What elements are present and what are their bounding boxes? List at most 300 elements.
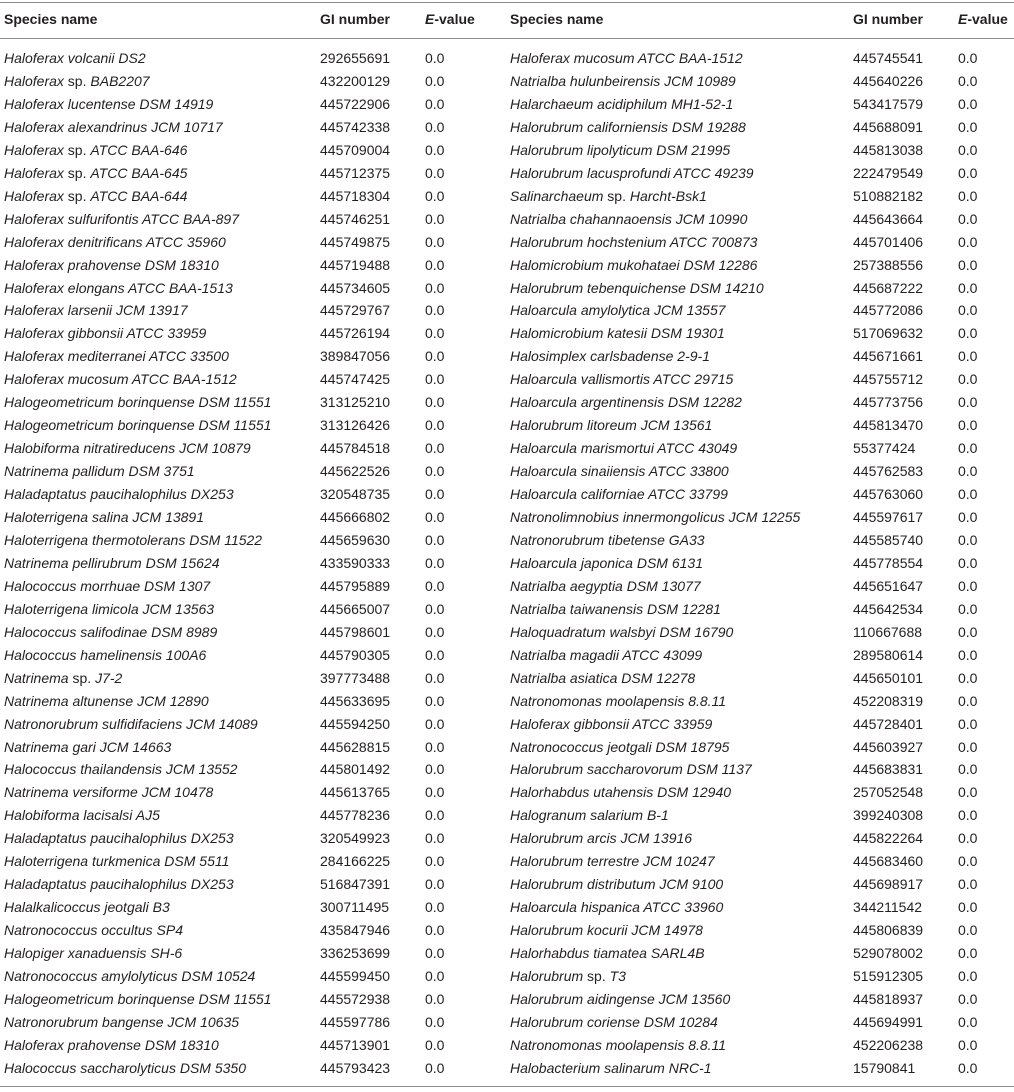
gi-number-cell: 445683460 [853,853,924,869]
gi-number-cell: 445659630 [320,532,391,548]
species-name-cell [510,96,733,113]
gi-number-cell: 452208319 [853,693,924,709]
gi-number-cell: 445822264 [853,830,924,846]
gi-number-cell: 445665007 [320,601,391,617]
species-name-cell [4,876,234,893]
gi-number-cell: 445688091 [853,119,924,135]
gi-number-cell: 445694991 [853,1014,924,1030]
evalue-cell: 0.0 [958,532,978,548]
species-name-cell [510,348,710,365]
evalue-cell: 0.0 [425,142,445,158]
species-name-cell [510,830,692,847]
species-name-part: Natronorubrum bangense JCM 10635 [4,1014,240,1030]
species-name-part: Haloferax larsenii JCM 13917 [4,302,188,318]
evalue-cell: 0.0 [425,463,445,479]
gi-number-cell: 300711495 [320,899,390,915]
header-species-name-left: Species name [4,11,98,27]
species-name-part: J7-2 [95,670,123,686]
species-name-part: Haloferax gibbonsii ATCC 33959 [510,716,713,732]
species-name-part: sp. [583,968,610,984]
species-name-part: Halorubrum litoreum JCM 13561 [510,417,713,433]
species-name-cell [510,807,669,824]
species-name-part: Halorubrum aidingense JCM 13560 [510,991,731,1007]
species-name-part: Halorubrum coriense DSM 10284 [510,1014,718,1030]
gi-number-cell: 445729767 [320,302,391,318]
species-name-part: Natronococcus amylolyticus DSM 10524 [4,968,256,984]
species-name-cell [510,968,626,985]
evalue-cell: 0.0 [425,945,445,961]
species-name-part: Halobacterium salinarum NRC-1 [510,1060,712,1076]
species-name-cell [510,142,730,159]
gi-number-cell: 445650101 [853,670,924,686]
species-name-part: Natronococcus occultus SP4 [4,922,183,938]
gi-number-cell: 110667688 [853,624,923,640]
evalue-cell: 0.0 [425,302,445,318]
species-name-cell [510,991,730,1008]
header-evalue-left: E-value [425,11,475,27]
species-name-cell [510,1037,726,1054]
gi-number-cell: 445713901 [320,1037,391,1053]
species-name-cell [4,280,233,297]
species-name-cell [4,899,170,916]
gi-number-cell: 257052548 [853,784,924,800]
species-name-cell [510,647,702,664]
evalue-cell: 0.0 [958,1037,978,1053]
gi-number-cell: 292655691 [320,50,391,66]
species-name-part: Halomicrobium katesii DSM 19301 [510,325,725,341]
evalue-cell: 0.0 [425,440,445,456]
header-species-name-right: Species name [510,11,604,27]
species-name-part: sp. [63,73,91,89]
evalue-cell: 0.0 [958,716,978,732]
species-name-cell [4,716,258,733]
species-name-part: Natronococcus jeotgali DSM 18795 [510,739,730,755]
gi-number-cell: 452206238 [853,1037,924,1053]
evalue-cell: 0.0 [958,853,978,869]
species-name-cell [4,1014,239,1031]
species-name-cell [510,624,733,641]
species-name-part: Haladaptatus paucihalophilus DX253 [4,830,234,846]
species-name-cell [4,830,234,847]
evalue-cell: 0.0 [425,73,445,89]
species-name-part: Haloferax prahovense DSM 18310 [4,1037,219,1053]
evalue-cell: 0.0 [425,417,445,433]
evalue-cell: 0.0 [958,119,978,135]
species-name-part: Natrinema pellirubrum DSM 15624 [4,555,220,571]
species-name-part: Halococcus hamelinensis 100A6 [4,647,207,663]
evalue-cell: 0.0 [958,555,978,571]
species-name-cell [4,1037,219,1054]
species-name-cell [4,440,251,457]
evalue-cell: 0.0 [958,188,978,204]
species-name-part: Halorubrum distributum JCM 9100 [510,876,724,892]
evalue-cell: 0.0 [958,624,978,640]
species-name-part: Haloterrigena thermotolerans DSM 11522 [4,532,263,548]
species-name-part: Halogeometricum borinquense DSM 11551 [4,394,272,410]
evalue-cell: 0.0 [425,761,445,777]
species-name-cell [510,440,737,457]
gi-number-cell: 445742338 [320,119,391,135]
species-name-cell [4,142,187,159]
evalue-cell: 0.0 [425,325,445,341]
species-name-part: Haloarcula sinaiiensis ATCC 33800 [510,463,729,479]
evalue-cell: 0.0 [425,50,445,66]
evalue-cell: 0.0 [425,188,445,204]
species-name-part: Haloarcula argentinensis DSM 12282 [510,394,742,410]
gi-number-cell: 55377424 [853,440,916,456]
gi-number-cell: 399240308 [853,807,924,823]
species-name-cell [4,119,223,136]
evalue-cell: 0.0 [958,302,978,318]
species-name-part: Haloferax prahovense DSM 18310 [4,257,219,273]
species-name-part: Halobiforma nitratireducens JCM 10879 [4,440,251,456]
species-name-part: Haloferax volcanii DS2 [4,50,146,66]
gi-number-cell: 445594250 [320,716,391,732]
species-name-cell [510,325,725,342]
species-name-part: Halogeometricum borinquense DSM 11551 [4,991,272,1007]
species-name-part: Haloferax gibbonsii ATCC 33959 [4,325,207,341]
species-name-cell [510,463,729,480]
species-name-part: Haloferax elongans ATCC BAA-1513 [4,280,233,296]
gi-number-cell: 344211542 [853,899,923,915]
evalue-cell: 0.0 [958,807,978,823]
evalue-cell: 0.0 [425,693,445,709]
gi-number-cell: 516847391 [320,876,391,892]
species-name-cell [4,807,160,824]
evalue-cell: 0.0 [958,371,978,387]
gi-number-cell: 445755712 [853,371,924,387]
species-name-part: Haloferax [4,73,64,89]
species-name-part: Natronomonas moolapensis 8.8.11 [510,1037,727,1053]
evalue-cell: 0.0 [958,922,978,938]
species-name-cell [510,73,736,90]
species-name-cell [4,371,237,388]
evalue-cell: 0.0 [958,440,978,456]
species-name-cell [510,761,752,778]
species-name-part: T3 [609,968,626,984]
gi-number-cell: 445793423 [320,1060,391,1076]
species-name-part: Halococcus saccharolyticus DSM 5350 [4,1060,246,1076]
evalue-cell: 0.0 [958,211,978,227]
species-name-cell [4,325,206,342]
evalue-cell: 0.0 [958,784,978,800]
gi-number-cell: 432200129 [320,73,391,89]
species-name-cell [4,853,229,870]
species-name-part: Natrinema [4,670,69,686]
species-name-cell [510,211,747,228]
species-name-part: Natronolimnobius innermongolicus JCM 12255 [510,509,801,525]
species-name-part: Natrinema versiforme JCM 10478 [4,784,214,800]
gi-number-cell: 529078002 [853,945,924,961]
gi-number-cell: 445599450 [320,968,391,984]
gi-number-cell: 445778554 [853,555,924,571]
species-name-part: Haloarcula hispanica ATCC 33960 [510,899,724,915]
species-name-cell [4,968,255,985]
species-name-part: Natronorubrum tibetense GA33 [510,532,705,548]
gi-number-cell: 15790841 [853,1060,916,1076]
species-name-part: Natrinema pallidum DSM 3751 [4,463,195,479]
species-name-part: Halorubrum [510,968,584,984]
gi-number-cell: 445801492 [320,761,391,777]
species-name-cell [4,670,122,687]
evalue-cell: 0.0 [958,96,978,112]
species-name-part: Natronomonas moolapensis 8.8.11 [510,693,727,709]
species-name-part: BAB2207 [90,73,150,89]
species-name-cell [510,394,742,411]
species-name-part: Haloferax lucentense DSM 14919 [4,96,214,112]
species-name-part: Haloquadratum walsbyi DSM 16790 [510,624,734,640]
evalue-cell: 0.0 [958,739,978,755]
evalue-cell: 0.0 [958,417,978,433]
evalue-cell: 0.0 [958,463,978,479]
evalue-cell: 0.0 [958,647,978,663]
species-name-cell [510,1014,718,1031]
evalue-cell: 0.0 [958,968,978,984]
species-name-part: Haloterrigena salina JCM 13891 [4,509,204,525]
species-name-part: Halococcus salifodinae DSM 8989 [4,624,218,640]
species-name-cell [4,509,204,526]
evalue-cell: 0.0 [425,670,445,686]
species-name-part: Natrialba taiwanensis DSM 12281 [510,601,721,617]
species-name-part: Haloferax sulfurifontis ATCC BAA-897 [4,211,239,227]
gi-number-cell: 445683831 [853,761,924,777]
species-name-cell [510,234,757,251]
species-name-part: Halococcus morrhuae DSM 1307 [4,578,211,594]
evalue-cell: 0.0 [958,394,978,410]
gi-number-cell: 445719488 [320,257,391,273]
species-name-cell [510,945,705,962]
species-name-part: Haloterrigena limicola JCM 13563 [4,601,215,617]
species-name-part: Haloferax [4,142,64,158]
species-name-cell [4,578,210,595]
species-name-cell [4,922,183,939]
gi-number-cell: 445687222 [853,280,924,296]
species-name-part: Halorubrum californiensis DSM 19288 [510,119,746,135]
species-name-cell [510,119,746,136]
species-name-cell [510,257,757,274]
gi-number-cell: 445718304 [320,188,391,204]
gi-number-cell: 433590333 [320,555,391,571]
species-name-part: Halorubrum arcis JCM 13916 [510,830,693,846]
species-name-part: Halococcus thailandensis JCM 13552 [4,761,238,777]
species-name-part: Haladaptatus paucihalophilus DX253 [4,876,234,892]
species-name-part: Haloarcula japonica DSM 6131 [510,555,703,571]
species-name-part: Haloferax mucosum ATCC BAA-1512 [510,50,743,66]
gi-number-cell: 445806839 [853,922,924,938]
species-name-cell [510,693,726,710]
species-name-part: Haloferax mediterranei ATCC 33500 [4,348,229,364]
evalue-cell: 0.0 [958,1060,978,1076]
evalue-cell: 0.0 [425,96,445,112]
gi-number-cell: 313125210 [320,394,391,410]
gi-number-cell: 445651647 [853,578,924,594]
species-name-part: Halorubrum tebenquichense DSM 14210 [510,280,764,296]
species-name-cell [4,96,213,113]
gi-number-cell: 445701406 [853,234,924,250]
evalue-cell: 0.0 [425,853,445,869]
gi-number-cell: 445666802 [320,509,391,525]
gi-number-cell: 222479549 [853,165,924,181]
evalue-cell: 0.0 [425,348,445,364]
evalue-cell: 0.0 [958,486,978,502]
evalue-cell: 0.0 [958,257,978,273]
species-name-part: ATCC BAA-644 [90,188,188,204]
gi-number-cell: 445784518 [320,440,391,456]
species-name-cell [510,601,721,618]
species-name-part: ATCC BAA-646 [90,142,188,158]
table-top-rule [0,2,1014,3]
species-name-cell [4,394,271,411]
gi-number-cell: 445642534 [853,601,924,617]
evalue-cell: 0.0 [425,647,445,663]
evalue-cell: 0.0 [425,486,445,502]
gi-number-cell: 445643664 [853,211,924,227]
evalue-cell: 0.0 [425,807,445,823]
evalue-cell: 0.0 [425,165,445,181]
species-name-cell [4,1060,246,1077]
gi-number-cell: 517069632 [853,325,924,341]
gi-number-cell: 320549923 [320,830,391,846]
gi-number-cell: 445762583 [853,463,924,479]
species-name-cell [4,601,214,618]
species-name-cell [4,165,187,182]
species-name-part: Halorubrum hochstenium ATCC 700873 [510,234,758,250]
evalue-cell: 0.0 [958,165,978,181]
species-name-cell [510,280,764,297]
species-name-part: Natrialba aegyptia DSM 13077 [510,578,701,594]
gi-number-cell: 445603927 [853,739,924,755]
species-name-part: Halogranum salarium B-1 [510,807,669,823]
species-name-cell [4,211,239,228]
gi-number-cell: 445709004 [320,142,391,158]
species-name-part: Natrialba asiatica DSM 12278 [510,670,696,686]
header-bottom-rule [0,38,1014,39]
species-name-part: sp. [603,188,630,204]
evalue-cell: 0.0 [425,784,445,800]
species-name-part: Natrinema altunense JCM 12890 [4,693,209,709]
species-name-part: Haloarcula amylolytica JCM 13557 [510,302,726,318]
gi-number-cell: 445747425 [320,371,391,387]
species-name-cell [510,784,731,801]
species-name-part: Natrialba magadii ATCC 43099 [510,647,703,663]
evalue-cell: 0.0 [425,211,445,227]
species-name-cell [4,486,234,503]
gi-number-cell: 510882182 [853,188,924,204]
species-name-part: sp. [63,142,91,158]
gi-number-cell: 445734605 [320,280,391,296]
gi-number-cell: 445813038 [853,142,924,158]
evalue-cell: 0.0 [425,739,445,755]
evalue-cell: 0.0 [958,50,978,66]
species-name-part: Salinarchaeum [510,188,604,204]
gi-number-cell: 284166225 [320,853,391,869]
species-name-part: Halorubrum terrestre JCM 10247 [510,853,715,869]
species-name-cell [510,670,695,687]
species-name-part: sp. [63,165,91,181]
species-name-part: Haloarcula marismortui ATCC 43049 [510,440,738,456]
evalue-cell: 0.0 [958,348,978,364]
species-name-part: Halosimplex carlsbadense 2-9-1 [510,348,710,364]
species-name-part: Natrialba chahannaoensis JCM 10990 [510,211,748,227]
gi-number-cell: 445671661 [853,348,924,364]
species-name-cell [4,73,150,90]
species-name-cell [510,486,728,503]
species-name-cell [4,417,271,434]
species-name-part: Haloarcula vallismortis ATCC 29715 [510,371,734,387]
evalue-cell: 0.0 [958,830,978,846]
evalue-cell: 0.0 [425,968,445,984]
evalue-cell: 0.0 [425,280,445,296]
species-name-part: sp. [63,188,91,204]
species-name-cell [510,532,705,549]
species-name-cell [510,853,715,870]
species-name-cell [4,50,146,67]
table-bottom-rule [0,1086,1014,1087]
species-name-cell [4,302,188,319]
species-name-cell [510,876,723,893]
evalue-cell: 0.0 [425,601,445,617]
evalue-cell: 0.0 [958,325,978,341]
evalue-cell: 0.0 [425,1014,445,1030]
header-evalue-right: E-value [958,11,1008,27]
species-name-cell [4,647,206,664]
species-name-part: Natrinema gari JCM 14663 [4,739,172,755]
species-name-cell [510,417,712,434]
evalue-cell: 0.0 [958,578,978,594]
species-name-part: Harcht-Bsk1 [629,188,707,204]
gi-number-cell: 320548735 [320,486,391,502]
species-name-part: Halogeometricum borinquense DSM 11551 [4,417,272,433]
gi-number-cell: 445572938 [320,991,391,1007]
evalue-cell: 0.0 [425,257,445,273]
species-name-part: Haloferax denitrificans ATCC 35960 [4,234,226,250]
header-gi-number-right: GI number [853,11,924,27]
species-name-cell [4,693,209,710]
gi-number-cell: 445818937 [853,991,924,1007]
gi-number-cell: 445597786 [320,1014,391,1030]
gi-number-cell: 289580614 [853,647,924,663]
species-name-part: Halorubrum saccharovorum DSM 1137 [510,761,752,777]
species-name-part: Halobiforma lacisalsi AJ5 [4,807,160,823]
evalue-cell: 0.0 [958,142,978,158]
gi-number-cell: 445622526 [320,463,391,479]
gi-number-cell: 389847056 [320,348,391,364]
evalue-cell: 0.0 [425,119,445,135]
evalue-cell: 0.0 [958,280,978,296]
species-name-cell [510,739,729,756]
species-name-part: Natrialba hulunbeirensis JCM 10989 [510,73,736,89]
species-name-cell [510,50,743,67]
gi-number-cell: 445722906 [320,96,391,112]
evalue-cell: 0.0 [958,234,978,250]
species-name-cell [510,555,703,572]
gi-number-cell: 445798601 [320,624,391,640]
species-name-cell [510,188,707,205]
gi-number-cell: 445698917 [853,876,924,892]
evalue-cell: 0.0 [425,394,445,410]
species-name-cell [4,555,220,572]
gi-number-cell: 445795889 [320,578,391,594]
species-name-cell [510,716,712,733]
evalue-cell: 0.0 [425,876,445,892]
species-name-cell [4,739,171,756]
gi-number-cell: 445745541 [853,50,924,66]
header-gi-number-left: GI number [320,11,391,27]
species-name-cell [4,784,213,801]
evalue-cell: 0.0 [425,578,445,594]
species-name-part: Haloferax [4,188,64,204]
evalue-cell: 0.0 [958,761,978,777]
